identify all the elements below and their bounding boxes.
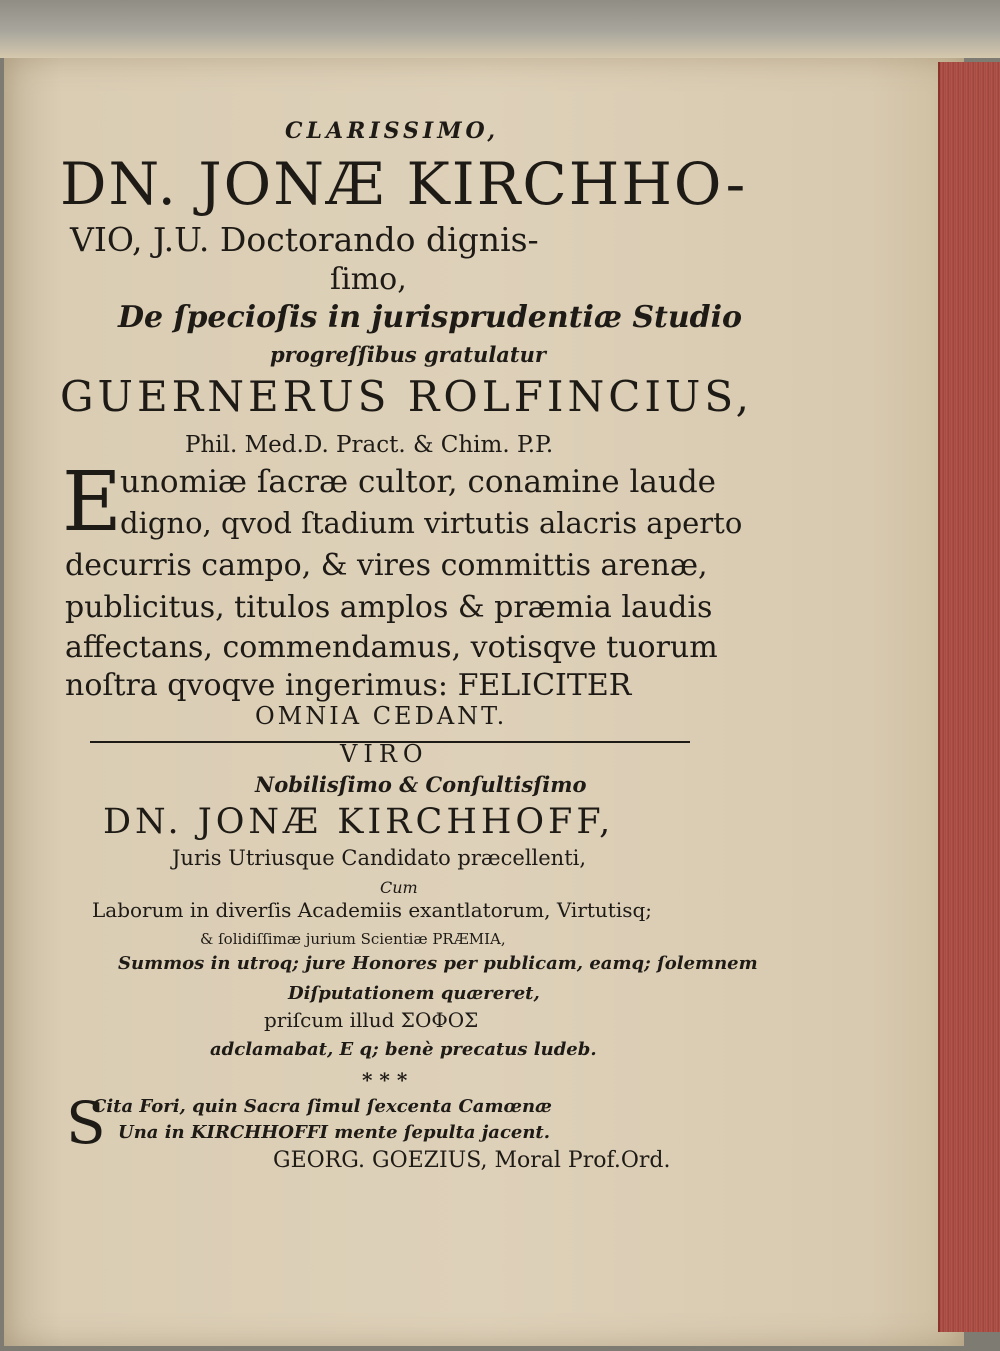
author-title: Phil. Med.D. Pract. & Chim. P.P.	[185, 432, 554, 458]
gratulatur-line: progreſſibus gratulatur	[270, 342, 546, 367]
poem-line: publicitus, titulos amplos & præmia laudis	[65, 590, 713, 625]
cum-line: Cum	[380, 878, 418, 897]
asterisks: * * *	[362, 1068, 408, 1092]
poem-line: unomiæ ſacræ cultor, conamine laude	[120, 464, 717, 500]
nobilissimo-line: Nobilisſimo & Conſultisſimo	[255, 772, 587, 797]
adclamabat-line: adclamabat, E q; benè precatus ludeb.	[210, 1039, 597, 1060]
priscum-line: priſcum illud ΣΟΦΟΣ	[264, 1008, 479, 1032]
disputationem-line: Diſputationem quæreret,	[288, 983, 540, 1004]
viro-heading: VIRO	[340, 740, 429, 768]
studio-line: De ſpecioſis in jurisprudentiæ Studio	[118, 300, 743, 335]
dedicatee-degree-end: ſimo,	[330, 262, 407, 297]
summos-line: Summos in utroq; jure Honores per publicam, eamq; ſolemnem	[118, 953, 758, 974]
poem-line: decurris campo, & vires committis arenæ,	[65, 548, 708, 583]
poem-line: noſtra qvoqve ingerimus: FELICITER	[65, 668, 632, 703]
laborum-line: Laborum in diverſis Academiis exantlatorum, Virtutisq;	[92, 898, 653, 922]
dedicatee-name: DN. JONÆ KIRCHHO-	[60, 150, 748, 218]
verse-line: Una in KIRCHHOFFI mente ſepulta jacent.	[118, 1122, 551, 1143]
dedicatee-degree: VIO, J.U. Doctorando dignis-	[70, 220, 539, 259]
drop-cap-s: S	[66, 1089, 106, 1157]
clarissimo-heading: CLARISSIMO,	[285, 118, 500, 144]
verse-line: Cita Fori, quin Sacra ſimul ſexcenta Camœnæ	[92, 1096, 552, 1117]
poem-line: digno, qvod ſtadium virtutis alacris aperto	[120, 506, 743, 540]
author-name: GUERNERUS ROLFINCIUS,	[60, 372, 753, 421]
poem-line: affectans, commendamus, votisqve tuorum	[65, 630, 718, 665]
signature: GEORG. GOEZIUS, Moral Prof.Ord.	[273, 1148, 671, 1173]
drop-cap-e: E	[62, 455, 122, 550]
second-dedicatee-name: DN. JONÆ KIRCHHOFF,	[103, 802, 615, 842]
poem-closing: OMNIA CEDANT.	[255, 702, 508, 730]
solidissimae-line: & ſolidiſſimæ jurium Scientiæ PRÆMIA,	[200, 930, 506, 948]
page-edges	[938, 62, 1000, 1332]
candidato-line: Juris Utriusque Candidato præcellenti,	[172, 846, 587, 870]
book-spine-top	[0, 0, 1000, 58]
